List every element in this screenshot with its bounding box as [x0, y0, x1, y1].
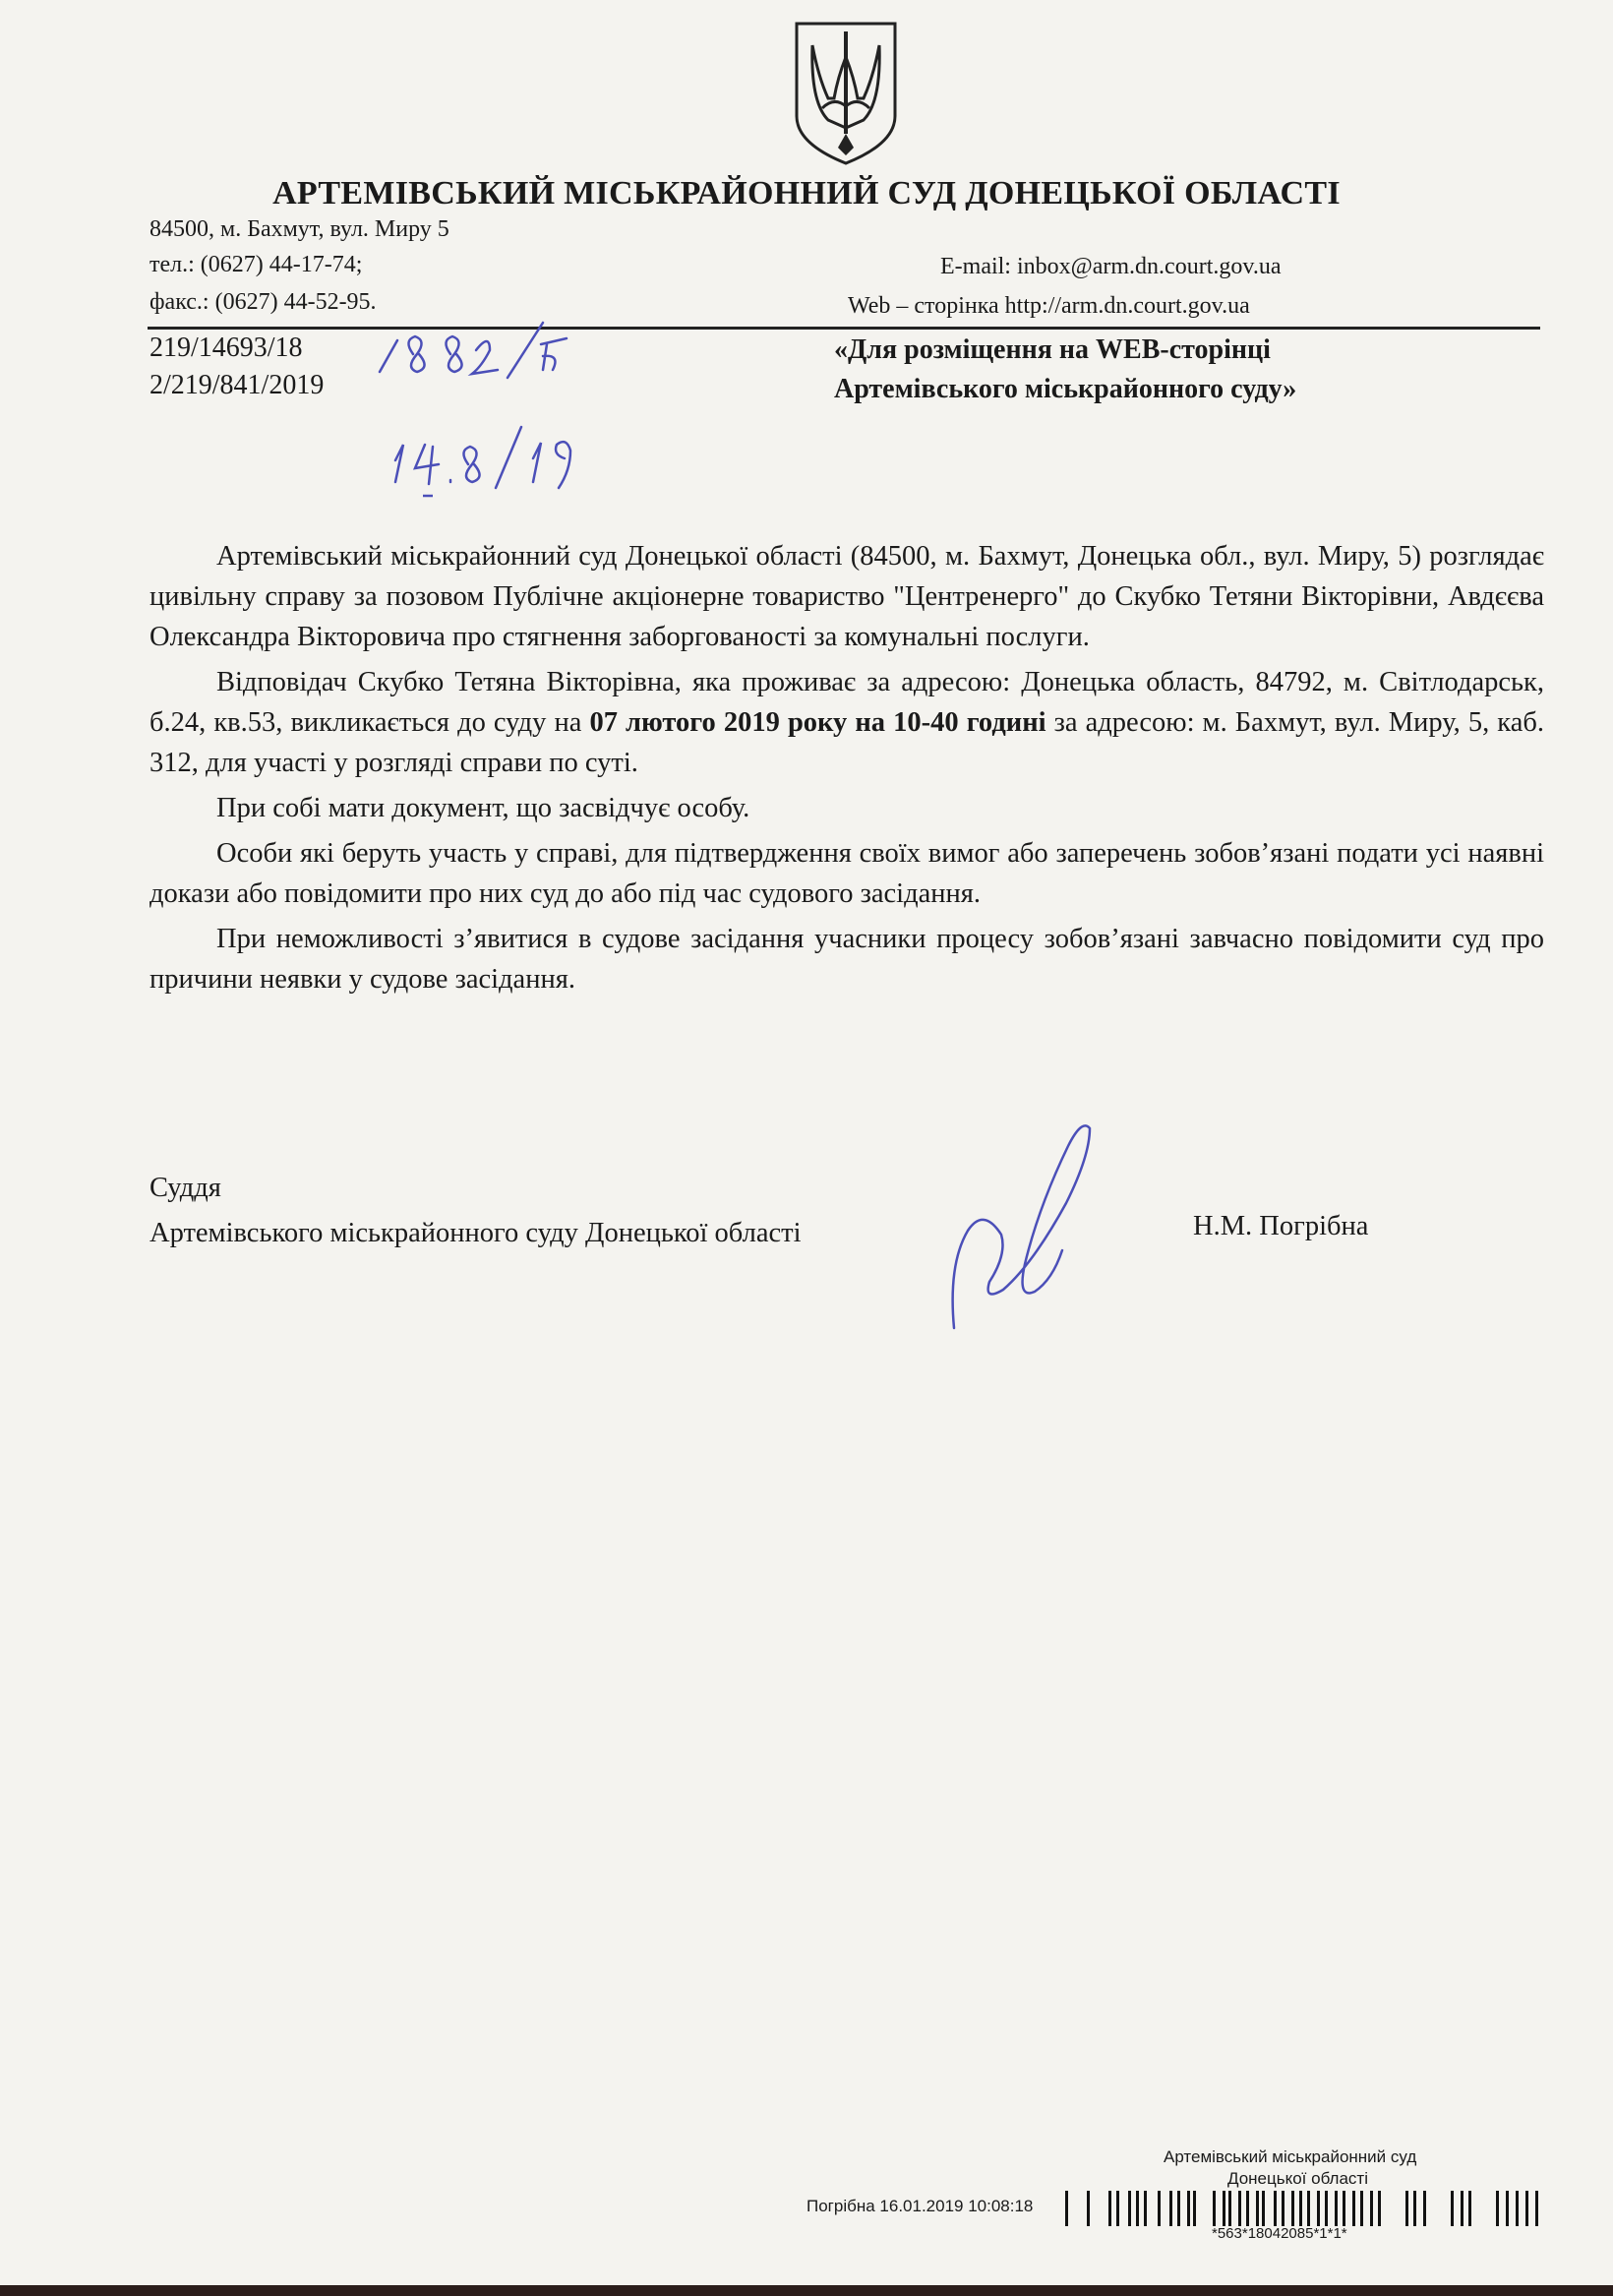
- header-divider: [148, 327, 1540, 330]
- hearing-date-time: 07 лютого 2019 року на 10-40 годині: [589, 707, 1046, 738]
- body-paragraph: Особи які беруть участь у справі, для підтвердження своїх вимог або заперечень зобов’язані подати усі наявні докази або повідомити про них суд до або під час судового засідання.: [149, 838, 1544, 909]
- court-phone: тел.: (0627) 44-17-74;: [149, 252, 363, 277]
- trident-emblem-icon: [789, 18, 903, 167]
- court-fax: факс.: (0627) 44-52-95.: [149, 289, 377, 315]
- stamp-signed-by: Погрібна 16.01.2019 10:08:18: [806, 2197, 1034, 2215]
- web-note-line-2: Артемівського міськрайонного суду»: [834, 374, 1297, 404]
- body-paragraph: При неможливості з’явитися в судове засідання учасники процесу зобов’язані завчасно повідомити суд про причини неявки у судове засідання.: [149, 924, 1544, 995]
- barcode-text: *563*18042085*1*1*: [1212, 2225, 1347, 2242]
- court-name-heading: АРТЕМІВСЬКИЙ МІСЬКРАЙОННИЙ СУД ДОНЕЦЬКОЇ ОБЛАСТІ: [272, 175, 1341, 211]
- stamp-court-line-1: Артемівський міськрайонний суд: [1164, 2147, 1417, 2166]
- judge-block: [149, 1166, 802, 1256]
- body-paragraph: При собі мати документ, що засвідчує особу.: [216, 793, 750, 823]
- stamp-court-line-2: Донецької області: [1227, 2169, 1368, 2188]
- web-publication-note: [834, 331, 1296, 409]
- handwritten-signature: [944, 1117, 1116, 1338]
- body-paragraph-hearing: Відповідач Скубко Тетяна Вікторівна, яка проживає за адресою: Донецька область, 84792, м. Світлодарськ, б.24, кв.53, викликається до суду на 07 лютого 2019 року на 10-40 годині за адресою: м. Бахмут, вул. Миру, 5, каб. 312, для участі у розгляді справи по суті.: [149, 667, 1544, 778]
- court-website: Web – сторінка http://arm.dn.court.gov.ua: [848, 293, 1250, 319]
- handwritten-registration-number: [374, 311, 570, 390]
- web-note-line-1: «Для розміщення на WEB-сторінці: [834, 334, 1271, 365]
- court-email: E-mail: inbox@arm.dn.court.gov.ua: [940, 254, 1282, 279]
- barcode-icon: [1065, 2191, 1539, 2226]
- judge-title: Суддя: [149, 1173, 221, 1203]
- case-number: 219/14693/18: [149, 332, 303, 363]
- court-address: 84500, м. Бахмут, вул. Миру 5: [149, 216, 449, 242]
- handwritten-date: [389, 411, 586, 500]
- summons-body: [149, 536, 1544, 1004]
- judge-name: Н.М. Погрібна: [1193, 1211, 1369, 1241]
- proceeding-number: 2/219/841/2019: [149, 370, 325, 400]
- scan-edge: [0, 2285, 1613, 2296]
- body-paragraph: Артемівський міськрайонний суд Донецької області (84500, м. Бахмут, Донецька обл., вул. Миру, 5) розглядає цивільну справу за позовом Публічне акціонерне товариство "Центренерго" до Скубко Тетяни Вікторівни, Авдєєва Олександра Вікторовича про стягнення заборгованості за комунальні послуги.: [149, 541, 1544, 652]
- judge-court: Артемівського міськрайонного суду Донецької області: [149, 1218, 802, 1248]
- case-references: [149, 330, 324, 404]
